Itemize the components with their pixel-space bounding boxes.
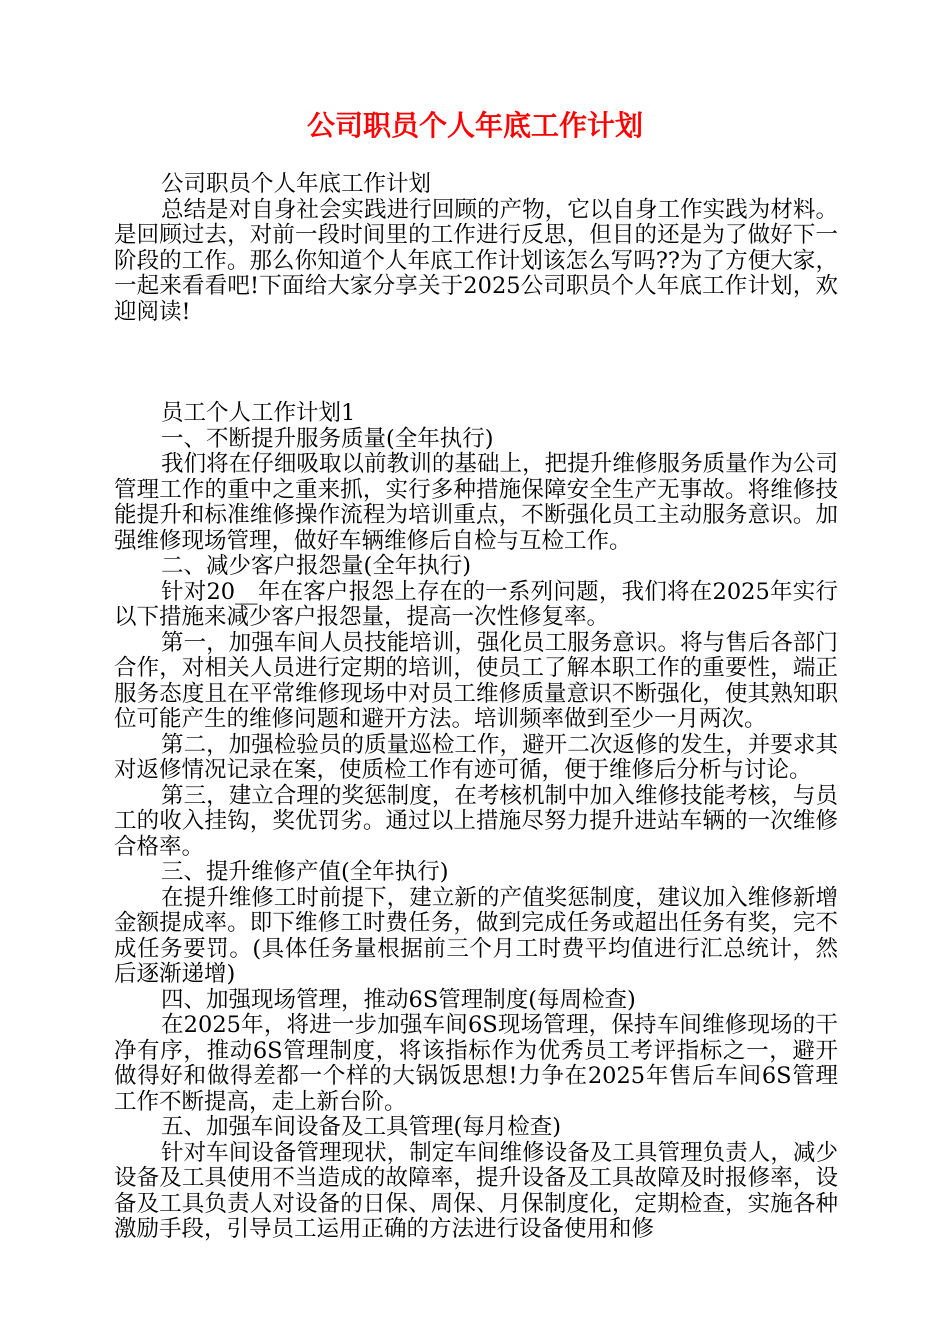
- intro-paragraph: 总结是对自身社会实践进行回顾的产物，它以自身工作实践为材料。是回顾过去，对前一段时间里的工作进行反思，但目的还是为了做好下一阶段的工作。那么你知道个人年底工作计划该怎么写吗??为了方便大家，一起来看看吧!下面给大家分享关于2025公司职员个人年底工作计划，欢迎阅读!: [114, 196, 838, 325]
- paragraph: 针对20__年在客户报怨上存在的一系列问题，我们将在2025年实行以下措施来减少客户报怨量，提高一次性修复率。: [114, 578, 838, 630]
- section-heading-3: 三、提升维修产值(全年执行): [161, 859, 449, 885]
- document-body: [114, 172, 838, 1243]
- intro-heading: 公司职员个人年底工作计划: [161, 171, 432, 197]
- section-heading-5: 五、加强车间设备及工具管理(每月检查): [161, 1114, 562, 1140]
- paragraph: 第二，加强检验员的质量巡检工作，避开二次返修的发生，并要求其对返修情况记录在案，使质检工作有迹可循，便于维修后分析与讨论。: [114, 731, 838, 783]
- section-heading-1: 一、不断提升服务质量(全年执行): [161, 425, 494, 452]
- document-title: 公司职员个人年底工作计划: [306, 109, 643, 142]
- section-heading-4: 四、加强现场管理，推动6S管理制度(每周检查): [161, 986, 636, 1013]
- paragraph: 第一，加强车间人员技能培训，强化员工服务意识。将与售后各部门合作，对相关人员进行定期的培训，使员工了解本职工作的重要性，端正服务态度且在平常维修现场中对员工维修质量意识不断强化，使其熟知职位可能产生的维修问题和避开方法。培训频率做到至少一月两次。: [114, 629, 838, 732]
- section-spacer: [114, 325, 838, 401]
- paragraph: 针对车间设备管理现状，制定车间维修设备及工具管理负责人，减少设备及工具使用不当造成的故障率，提升设备及工具故障及时报修率，设备及工具负责人对设备的日保、周保、月保制度化，定期检查，实施各种激励手段，引导员工运用正确的方法进行设备使用和修: [114, 1139, 838, 1242]
- plan-heading: 员工个人工作计划1: [161, 400, 356, 426]
- section-heading-2: 二、减少客户报怨量(全年执行): [161, 553, 472, 579]
- paragraph: 我们将在仔细吸取以前教训的基础上，把提升维修服务质量作为公司管理工作的重中之重来抓，实行多种措施保障安全生产无事故。将维修技能提升和标准维修操作流程为培训重点，不断强化员工主动服务意识。加强维修现场管理，做好车辆维修后自检与互检工作。: [114, 451, 838, 554]
- paragraph: 第三，建立合理的奖惩制度，在考核机制中加入维修技能考核，与员工的收入挂钩，奖优罚劣。通过以上措施尽努力提升进站车辆的一次维修合格率。: [114, 782, 838, 860]
- paragraph: 在2025年，将进一步加强车间6S现场管理，保持车间维修现场的干净有序，推动6S管理制度，将该指标作为优秀员工考评指标之一，避开做得好和做得差都一个样的大锅饭思想!力争在2025年售后车间6S管理工作不断提高，走上新台阶。: [114, 1012, 838, 1115]
- paragraph: 在提升维修工时前提下，建立新的产值奖惩制度，建议加入维修新增金额提成率。即下维修工时费任务，做到完成任务或超出任务有奖，完不成任务要罚。(具体任务量根据前三个月工时费平均值进行汇总统计，然后逐渐递增): [114, 884, 838, 987]
